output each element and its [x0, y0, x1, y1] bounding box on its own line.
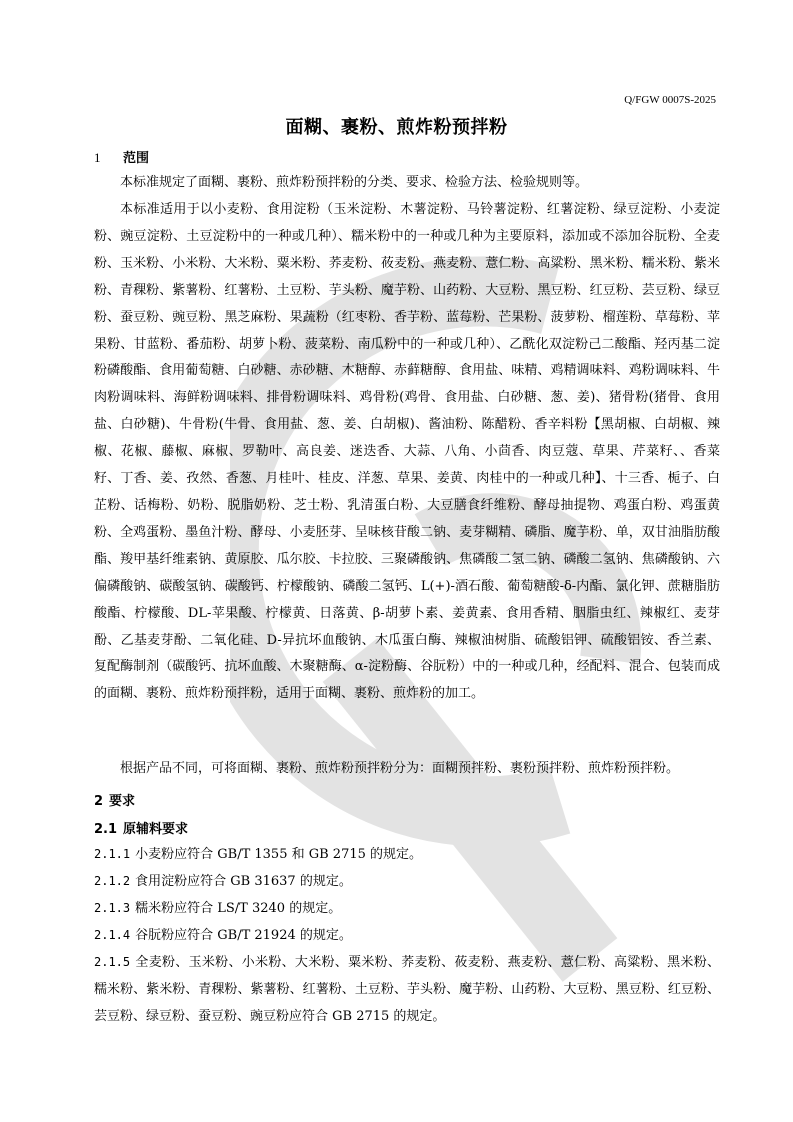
scope-paragraph-2: 本标准适用于以小麦粉、食用淀粉（玉米淀粉、木薯淀粉、马铃薯淀粉、红薯淀粉、绿豆淀粉、小麦淀粉、豌豆淀粉、土豆淀粉中的一种或几种）、糯米粉中的一种或几种为主要原料，添加或不添加谷朊粉、全麦粉、玉米粉、小米粉、大米粉、粟米粉、荞麦粉、莜麦粉、燕麦粉、薏仁粉、高粱粉、黑米粉、糯米粉、紫米粉、青稞粉、紫薯粉、红薯粉、土豆粉、芋头粉、魔芋粉、山药粉、大豆粉、黑豆粉、红豆粉、芸豆粉、绿豆粉、蚕豆粉、豌豆粉、黑芝麻粉、果蔬粉（红枣粉、香芋粉、蓝莓粉、芒果粉、菠萝粉、榴莲粉、草莓粉、苹果粉、甘蓝粉、番茄粉、胡萝卜粉、菠菜粉、南瓜粉中的一种或几种）、乙酰化双淀粉己二酸酯、羟丙基二淀粉磷酸酯、食用葡萄糖、白砂糖、赤砂糖、木糖醇、赤藓糖醇、食用盐、味精、鸡精调味料、鸡粉调味料、牛肉粉调味料、海鲜粉调味料、排骨粉调味料、鸡骨粉(鸡骨、食用盐、白砂糖、葱、姜)、猪骨粉(猪骨、食用盐、白砂糖)、牛骨粉(牛骨、食用盐、葱、姜、白胡椒)、酱油粉、陈醋粉、香辛料粉【黑胡椒、白胡椒、辣椒、花椒、藤椒、麻椒、罗勒叶、高良姜、迷迭香、大蒜、八角、小茴香、肉豆蔻、草果、芹菜籽、、香菜籽、丁香、姜、孜然、香葱、月桂叶、桂皮、洋葱、草果、姜黄、肉桂中的一种或几种】、十三香、栀子、白芷粉、话梅粉、奶粉、脱脂奶粉、芝士粉、乳清蛋白粉、大豆膳食纤维粉、酵母抽提物、鸡蛋白粉、鸡蛋黄粉、全鸡蛋粉、墨鱼汁粉、酵母、小麦胚芽、呈味核苷酸二钠、麦芽糊精、磷脂、魔芋粉、单，双甘油脂肪酸酯、羧甲基纤维素钠、黄原胶、瓜尔胶、卡拉胶、三聚磷酸钠、焦磷酸二氢二钠、磷酸二氢钠、焦磷酸钠、六偏磷酸钠、碳酸氢钠、碳酸钙、柠檬酸钠、磷酸二氢钙、L(+)-酒石酸、葡萄糖酸-δ-内酯、氯化钾、蔗糖脂肪酸酯、柠檬酸、DL-苹果酸、柠檬黄、日落黄、β-胡萝卜素、姜黄素、食用香精、胭脂虫红、辣椒红、麦芽酚、乙基麦芽酚、二氧化硅、D-异抗坏血酸钠、木瓜蛋白酶、辣椒油树脂、硫酸铝钾、硫酸铝铵、香兰素、复配酶制剂（碳酸钙、抗坏血酸、木聚糖酶、α-淀粉酶、谷朊粉）中的一种或几种，经配料、混合、包装而成的面糊、裹粉、煎炸粉预拌粉，适用于面糊、裹粉、煎炸粉的加工。 [94, 202, 720, 702]
clause-number: 2.1.4 [94, 928, 131, 942]
clause-number: 2.1.3 [94, 901, 131, 915]
clause-2-1-3 [94, 895, 720, 923]
document-code: Q/FGW 0007S-2025 [624, 94, 716, 106]
section-1-heading [94, 147, 149, 166]
clause-2-1-5 [94, 949, 720, 1031]
clause-text: 糯米粉应符合 LS/T 3240 的规定。 [135, 901, 342, 916]
document-title: 面糊、裹粉、煎炸粉预拌粉 [285, 117, 508, 138]
clause-2-1-4 [94, 922, 720, 950]
section-2-heading [94, 790, 135, 809]
clause-2-1-2 [94, 868, 720, 896]
section-2-1-heading [94, 818, 188, 837]
scope-paragraph-1: 本标准规定了面糊、裹粉、煎炸粉预拌粉的分类、要求、检验方法、检验规则等。 [120, 175, 589, 190]
clause-text: 全麦粉、玉米粉、小米粉、大米粉、粟米粉、荞麦粉、莜麦粉、燕麦粉、薏仁粉、高粱粉、黑米粉、糯米粉、紫米粉、青稞粉、紫薯粉、红薯粉、土豆粉、芋头粉、魔芋粉、山药粉、大豆粉、黑豆粉、红豆粉、芸豆粉、绿豆粉、蚕豆粉、豌豆粉应符合 GB 2715 的规定。 [94, 955, 720, 1024]
clause-number: 2.1.5 [94, 955, 131, 969]
clause-2-1-1 [94, 841, 720, 869]
scope-paragraph-3: 根据产品不同，可将面糊、裹粉、煎炸粉预拌粉分为：面糊预拌粉、裹粉预拌粉、煎炸粉预拌粉。 [120, 761, 680, 776]
section-2-number: 2 [94, 794, 104, 809]
clause-text: 谷朊粉应符合 GB/T 21924 的规定。 [135, 928, 352, 943]
clause-text: 食用淀粉应符合 GB 31637 的规定。 [135, 874, 352, 889]
clause-number: 2.1.2 [94, 874, 131, 888]
section-2-1-title: 原辅料要求 [123, 822, 189, 837]
section-2-1-number: 2.1 [94, 822, 118, 837]
clause-text: 小麦粉应符合 GB/T 1355 和 GB 2715 的规定。 [135, 847, 423, 862]
section-1-title: 范围 [123, 151, 150, 166]
section-2-title: 要求 [109, 794, 136, 809]
clause-number: 2.1.1 [94, 847, 131, 861]
section-1-number: 1 [94, 150, 101, 165]
